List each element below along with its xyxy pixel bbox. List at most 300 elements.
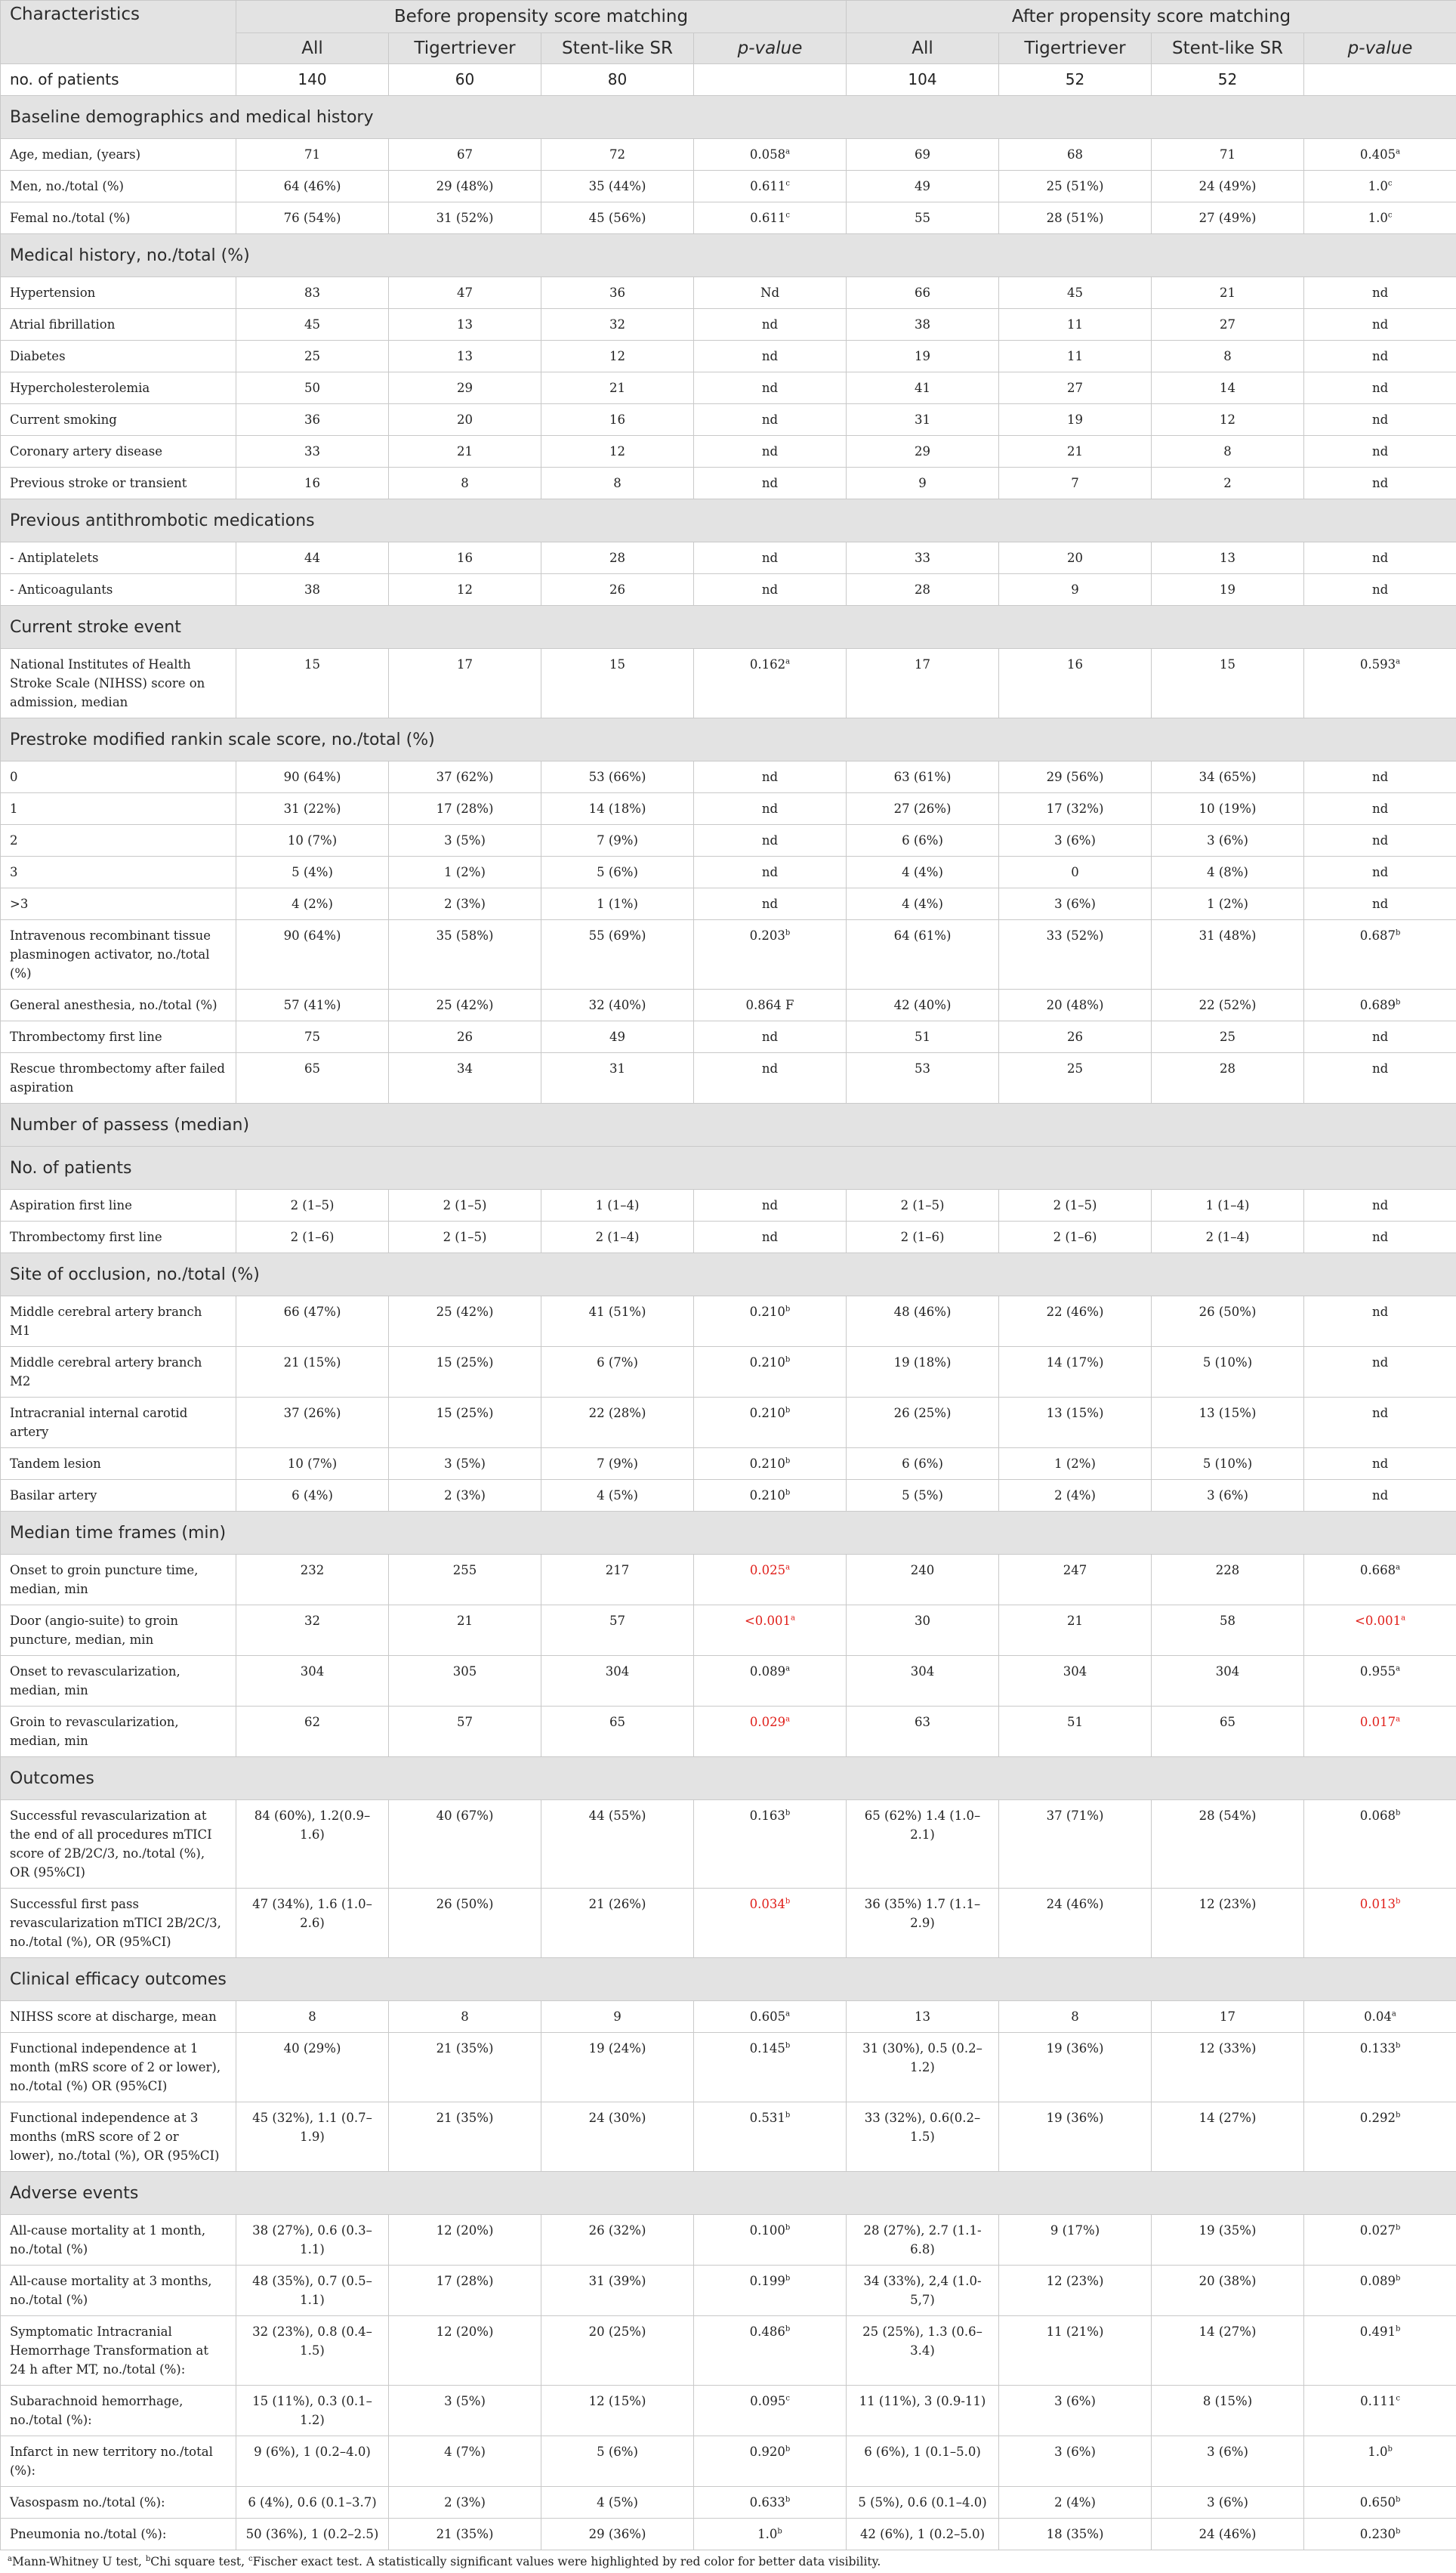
row-label: Rescue thrombectomy after failed aspiration xyxy=(1,1053,236,1104)
table-cell: 27 (49%) xyxy=(1152,202,1304,234)
table-cell: 13 xyxy=(389,309,541,341)
table-cell: 8 xyxy=(541,468,694,499)
table-cell: 31 (39%) xyxy=(541,2266,694,2316)
table-cell: 1 (1–4) xyxy=(1152,1190,1304,1222)
table-cell: 3 (6%) xyxy=(999,2436,1152,2487)
table-cell: 63 xyxy=(847,1707,999,1757)
section-title: Baseline demographics and medical history xyxy=(1,96,1456,139)
table-cell: 12 xyxy=(541,341,694,372)
table-cell: 12 (23%) xyxy=(999,2266,1152,2316)
table-cell: nd xyxy=(1304,372,1456,404)
table-row xyxy=(1,990,1456,1021)
table-cell: nd xyxy=(694,888,847,920)
table-row xyxy=(1,1053,1456,1104)
table-cell: nd xyxy=(694,1222,847,1253)
table-cell: 16 xyxy=(541,404,694,436)
table-cell: 1.0$^b$ xyxy=(1304,2436,1456,2487)
table-row xyxy=(1,2102,1456,2172)
table-cell: 304 xyxy=(541,1656,694,1707)
table-cell: 0.163$^b$ xyxy=(694,1800,847,1889)
table-cell: 12 (33%) xyxy=(1152,2033,1304,2102)
table-cell: 3 (6%) xyxy=(999,2386,1152,2436)
table-cell: 45 xyxy=(999,277,1152,309)
table-cell: nd xyxy=(1304,1021,1456,1053)
table-cell: 0.210$^b$ xyxy=(694,1296,847,1347)
table-cell: 17 xyxy=(847,649,999,718)
table-cell: 33 xyxy=(847,542,999,574)
table-cell: 16 xyxy=(999,649,1152,718)
row-label: All-cause mortality at 3 months, no./total (%) xyxy=(1,2266,236,2316)
table-cell: 13 (15%) xyxy=(999,1398,1152,1448)
table-cell: 2 (1–4) xyxy=(541,1222,694,1253)
table-cell: 15 (25%) xyxy=(389,1398,541,1448)
table-cell: nd xyxy=(694,574,847,606)
table-cell: 3 (5%) xyxy=(389,825,541,857)
table-cell: nd xyxy=(1304,542,1456,574)
row-label: 1 xyxy=(1,793,236,825)
table-cell: 17 xyxy=(1152,2001,1304,2033)
table-cell: 19 (36%) xyxy=(999,2033,1152,2102)
table-cell: 21 (35%) xyxy=(389,2033,541,2102)
table-cell: nd xyxy=(1304,857,1456,888)
table-cell: 18 (35%) xyxy=(999,2519,1152,2550)
table-cell: 2 (3%) xyxy=(389,2487,541,2519)
table-cell: 21 (26%) xyxy=(541,1889,694,1958)
table-cell: 35 (44%) xyxy=(541,171,694,202)
table-cell: 2 (1–5) xyxy=(389,1222,541,1253)
table-cell: 21 (35%) xyxy=(389,2102,541,2172)
section-row xyxy=(1,234,1456,277)
table-cell: 31 xyxy=(847,404,999,436)
table-cell: 10 (7%) xyxy=(236,825,389,857)
row-label: Thrombectomy first line xyxy=(1,1021,236,1053)
table-cell: 32 (40%) xyxy=(541,990,694,1021)
table-cell: 19 xyxy=(999,404,1152,436)
table-cell: 13 xyxy=(389,341,541,372)
section-title: Clinical efficacy outcomes xyxy=(1,1958,1456,2001)
table-cell: 4 (5%) xyxy=(541,1480,694,1512)
table-cell: 25 (42%) xyxy=(389,1296,541,1347)
table-cell: 7 (9%) xyxy=(541,825,694,857)
table-cell: 2 (4%) xyxy=(999,1480,1152,1512)
table-cell: 57 xyxy=(389,1707,541,1757)
table-cell: 36 (35%) 1.7 (1.1–2.9) xyxy=(847,1889,999,1958)
table-cell: 13 xyxy=(847,2001,999,2033)
table-cell: 1.0$^c$ xyxy=(1304,202,1456,234)
table-cell: 4 (4%) xyxy=(847,857,999,888)
table-cell: 16 xyxy=(236,468,389,499)
table-cell: 12 xyxy=(1152,404,1304,436)
table-cell: 9 (6%), 1 (0.2–4.0) xyxy=(236,2436,389,2487)
table-cell: 34 xyxy=(389,1053,541,1104)
table-cell: 5 (4%) xyxy=(236,857,389,888)
table-cell: nd xyxy=(1304,1448,1456,1480)
table-cell: 0.292$^b$ xyxy=(1304,2102,1456,2172)
table-cell: 5 (5%), 0.6 (0.1–4.0) xyxy=(847,2487,999,2519)
table-cell: 51 xyxy=(847,1021,999,1053)
table-cell: 4 (2%) xyxy=(236,888,389,920)
table-cell: 0.04$^a$ xyxy=(1304,2001,1456,2033)
table-row xyxy=(1,1448,1456,1480)
table-cell: Nd xyxy=(694,277,847,309)
table-cell: nd xyxy=(1304,309,1456,341)
table-cell: 25 (42%) xyxy=(389,990,541,1021)
table-cell: 0.593$^a$ xyxy=(1304,649,1456,718)
table-row xyxy=(1,2487,1456,2519)
table-cell: 9 xyxy=(541,2001,694,2033)
table-cell: 31 (52%) xyxy=(389,202,541,234)
table-row xyxy=(1,2215,1456,2266)
table-cell: 2 (1–5) xyxy=(389,1190,541,1222)
section-row xyxy=(1,1512,1456,1555)
table-row xyxy=(1,2436,1456,2487)
table-cell: nd xyxy=(1304,1222,1456,1253)
table-cell: 21 xyxy=(999,436,1152,468)
table-cell: 6 (6%) xyxy=(847,825,999,857)
row-label: - Antiplatelets xyxy=(1,542,236,574)
table-cell: 15 (25%) xyxy=(389,1347,541,1398)
table-cell: nd xyxy=(1304,1347,1456,1398)
table-row xyxy=(1,2316,1456,2386)
table-cell: 0.668$^a$ xyxy=(1304,1555,1456,1605)
table-cell: 31 (22%) xyxy=(236,793,389,825)
section-row xyxy=(1,1104,1456,1147)
table-cell: 10 (7%) xyxy=(236,1448,389,1480)
table-cell: 6 (4%), 0.6 (0.1–3.7) xyxy=(236,2487,389,2519)
table-cell: 33 xyxy=(236,436,389,468)
table-cell: 4 (8%) xyxy=(1152,857,1304,888)
row-label: 0 xyxy=(1,761,236,793)
table-cell: 14 (17%) xyxy=(999,1347,1152,1398)
table-cell: 3 (5%) xyxy=(389,2386,541,2436)
table-cell: 8 xyxy=(389,468,541,499)
table-cell: 0.605$^a$ xyxy=(694,2001,847,2033)
table-cell: 0.162$^a$ xyxy=(694,649,847,718)
table-cell: 60 xyxy=(389,64,541,96)
table-cell: 50 xyxy=(236,372,389,404)
table-cell: 21 xyxy=(389,436,541,468)
table-cell: 5 (10%) xyxy=(1152,1448,1304,1480)
table-cell: 12 xyxy=(389,574,541,606)
table-cell: 21 (35%) xyxy=(389,2519,541,2550)
table-cell: nd xyxy=(694,857,847,888)
table-cell: 45 xyxy=(236,309,389,341)
table-cell: 0.100$^b$ xyxy=(694,2215,847,2266)
table-cell: nd xyxy=(694,542,847,574)
table-cell: nd xyxy=(1304,1190,1456,1222)
table-row xyxy=(1,1605,1456,1656)
table-cell: 0.013$^b$ xyxy=(1304,1889,1456,1958)
table-cell: nd xyxy=(694,309,847,341)
table-cell: 66 xyxy=(847,277,999,309)
section-title: Median time frames (min) xyxy=(1,1512,1456,1555)
table-cell: 37 (26%) xyxy=(236,1398,389,1448)
table-cell: 19 (24%) xyxy=(541,2033,694,2102)
table-cell: 2 (1–6) xyxy=(847,1222,999,1253)
table-cell: 69 xyxy=(847,139,999,171)
table-cell: 44 xyxy=(236,542,389,574)
table-cell: 14 (27%) xyxy=(1152,2316,1304,2386)
table-cell: 0.025$^a$ xyxy=(694,1555,847,1605)
table-row xyxy=(1,857,1456,888)
table-cell: 1.0$^c$ xyxy=(1304,171,1456,202)
table-cell: 32 xyxy=(236,1605,389,1656)
header-col: p-value xyxy=(1304,33,1456,64)
table-cell: 304 xyxy=(1152,1656,1304,1707)
table-cell: nd xyxy=(694,468,847,499)
table-row xyxy=(1,888,1456,920)
table-cell: 26 (50%) xyxy=(389,1889,541,1958)
table-cell: 13 (15%) xyxy=(1152,1398,1304,1448)
table-row xyxy=(1,277,1456,309)
table-cell: 4 (7%) xyxy=(389,2436,541,2487)
table-cell: <0.001$^a$ xyxy=(694,1605,847,1656)
table-cell: 27 xyxy=(1152,309,1304,341)
header-after-psm: After propensity score matching xyxy=(847,1,1456,33)
table-cell: 0.027$^b$ xyxy=(1304,2215,1456,2266)
table-cell: 0.687$^b$ xyxy=(1304,920,1456,990)
table-cell: nd xyxy=(1304,761,1456,793)
header-col: All xyxy=(847,33,999,64)
table-cell: 1 (2%) xyxy=(1152,888,1304,920)
row-label: General anesthesia, no./total (%) xyxy=(1,990,236,1021)
table-cell: 55 (69%) xyxy=(541,920,694,990)
table-cell: 17 (28%) xyxy=(389,2266,541,2316)
table-cell: 50 (36%), 1 (0.2–2.5) xyxy=(236,2519,389,2550)
table-row xyxy=(1,1190,1456,1222)
section-title: Adverse events xyxy=(1,2172,1456,2215)
table-cell: 75 xyxy=(236,1021,389,1053)
table-cell: 4 (5%) xyxy=(541,2487,694,2519)
row-label: Middle cerebral artery branch M1 xyxy=(1,1296,236,1347)
row-label: Middle cerebral artery branch M2 xyxy=(1,1347,236,1398)
table-cell: 8 xyxy=(1152,341,1304,372)
table-cell: 62 xyxy=(236,1707,389,1757)
table-cell: 0.095$^c$ xyxy=(694,2386,847,2436)
table-cell: 8 xyxy=(236,2001,389,2033)
section-title: Outcomes xyxy=(1,1757,1456,1800)
table-cell: 0.210$^b$ xyxy=(694,1347,847,1398)
header-col: p-value xyxy=(694,33,847,64)
table-cell: 1 (1%) xyxy=(541,888,694,920)
table-row xyxy=(1,920,1456,990)
section-row xyxy=(1,606,1456,649)
table-cell: nd xyxy=(1304,793,1456,825)
row-label: Successful first pass revascularization mTICI 2B/2C/3, no./total (%), OR (95%CI) xyxy=(1,1889,236,1958)
table-cell: 55 xyxy=(847,202,999,234)
table-cell: 26 xyxy=(541,574,694,606)
table-cell: 0.034$^b$ xyxy=(694,1889,847,1958)
table-cell: 5 (6%) xyxy=(541,857,694,888)
table-cell: 21 xyxy=(541,372,694,404)
table-cell: 26 (32%) xyxy=(541,2215,694,2266)
table-row xyxy=(1,1800,1456,1889)
table-cell: 232 xyxy=(236,1555,389,1605)
row-label: Hypercholesterolemia xyxy=(1,372,236,404)
row-label: Functional independence at 1 month (mRS score of 2 or lower), no./total (%) OR (95%CI) xyxy=(1,2033,236,2102)
table-cell: 67 xyxy=(389,139,541,171)
table-cell: 38 xyxy=(847,309,999,341)
table-cell xyxy=(694,64,847,96)
table-cell: 38 (27%), 0.6 (0.3–1.1) xyxy=(236,2215,389,2266)
table-cell: 15 xyxy=(236,649,389,718)
table-cell: 34 (65%) xyxy=(1152,761,1304,793)
table-cell: 68 xyxy=(999,139,1152,171)
table-cell: 36 xyxy=(541,277,694,309)
table-cell: 16 xyxy=(389,542,541,574)
section-row xyxy=(1,718,1456,761)
table-cell: 40 (29%) xyxy=(236,2033,389,2102)
row-label: Tandem lesion xyxy=(1,1448,236,1480)
table-cell: 5 (5%) xyxy=(847,1480,999,1512)
table-cell: 8 xyxy=(999,2001,1152,2033)
table-cell: 0.955$^a$ xyxy=(1304,1656,1456,1707)
table-cell: 17 xyxy=(389,649,541,718)
table-cell: 7 xyxy=(999,468,1152,499)
table-cell: 28 xyxy=(541,542,694,574)
section-title: Previous antithrombotic medications xyxy=(1,499,1456,542)
table-cell: 27 xyxy=(999,372,1152,404)
table-cell: 26 (50%) xyxy=(1152,1296,1304,1347)
table-row xyxy=(1,2386,1456,2436)
table-cell: 140 xyxy=(236,64,389,96)
table-row xyxy=(1,1347,1456,1398)
table-cell: 8 xyxy=(389,2001,541,2033)
row-label: Onset to revascularization, median, min xyxy=(1,1656,236,1707)
table-cell: 0.531$^b$ xyxy=(694,2102,847,2172)
table-cell: 0.611$^c$ xyxy=(694,171,847,202)
table-cell: 6 (7%) xyxy=(541,1347,694,1398)
header-col: Tigertriever xyxy=(389,33,541,64)
table-cell: 2 (1–4) xyxy=(1152,1222,1304,1253)
table-cell: 47 (34%), 1.6 (1.0–2.6) xyxy=(236,1889,389,1958)
table-cell: 0.145$^b$ xyxy=(694,2033,847,2102)
table-cell: 19 (35%) xyxy=(1152,2215,1304,2266)
table-cell: 0.611$^c$ xyxy=(694,202,847,234)
table-row xyxy=(1,171,1456,202)
section-title: Current stroke event xyxy=(1,606,1456,649)
table-cell: 3 (5%) xyxy=(389,1448,541,1480)
table-cell: 304 xyxy=(999,1656,1152,1707)
table-row xyxy=(1,542,1456,574)
section-title: Site of occlusion, no./total (%) xyxy=(1,1253,1456,1296)
table-cell: 1.0$^b$ xyxy=(694,2519,847,2550)
row-label: Infarct in new territory no./total (%): xyxy=(1,2436,236,2487)
table-cell: nd xyxy=(694,404,847,436)
table-cell: 2 (3%) xyxy=(389,1480,541,1512)
table-cell: 76 (54%) xyxy=(236,202,389,234)
table-cell: 3 (6%) xyxy=(1152,2487,1304,2519)
table-cell: 26 xyxy=(999,1021,1152,1053)
table-cell: nd xyxy=(694,793,847,825)
row-label: All-cause mortality at 1 month, no./total (%) xyxy=(1,2215,236,2266)
table-cell: 11 xyxy=(999,309,1152,341)
table-cell: 6 (6%), 1 (0.1–5.0) xyxy=(847,2436,999,2487)
table-cell: nd xyxy=(694,1190,847,1222)
table-cell: 29 (48%) xyxy=(389,171,541,202)
row-label: Pneumonia no./total (%): xyxy=(1,2519,236,2550)
table-cell: 12 xyxy=(541,436,694,468)
table-cell: 48 (35%), 0.7 (0.5–1.1) xyxy=(236,2266,389,2316)
table-cell: 2 (1–6) xyxy=(236,1222,389,1253)
table-cell: 2 (4%) xyxy=(999,2487,1152,2519)
table-cell: 20 (48%) xyxy=(999,990,1152,1021)
table-cell: nd xyxy=(1304,341,1456,372)
row-label: Intracranial internal carotid artery xyxy=(1,1398,236,1448)
table-row xyxy=(1,372,1456,404)
row-label: >3 xyxy=(1,888,236,920)
table-cell: 83 xyxy=(236,277,389,309)
row-label: Door (angio-suite) to groin puncture, median, min xyxy=(1,1605,236,1656)
table-cell: 1 (1–4) xyxy=(541,1190,694,1222)
table-cell: 52 xyxy=(999,64,1152,96)
table-row xyxy=(1,1222,1456,1253)
table-cell: 49 xyxy=(541,1021,694,1053)
table-cell: nd xyxy=(1304,277,1456,309)
table-cell: 13 xyxy=(1152,542,1304,574)
table-cell: 0.029$^a$ xyxy=(694,1707,847,1757)
table-cell: 5 (10%) xyxy=(1152,1347,1304,1398)
table-cell: 19 xyxy=(847,341,999,372)
table-cell: 217 xyxy=(541,1555,694,1605)
row-label: Previous stroke or transient xyxy=(1,468,236,499)
table-cell xyxy=(1304,64,1456,96)
table-cell: 14 (18%) xyxy=(541,793,694,825)
table-cell: 28 (27%), 2.7 (1.1-6.8) xyxy=(847,2215,999,2266)
table-cell: 1 (2%) xyxy=(389,857,541,888)
table-cell: 0.111$^c$ xyxy=(1304,2386,1456,2436)
table-cell: 22 (28%) xyxy=(541,1398,694,1448)
table-cell: nd xyxy=(1304,468,1456,499)
table-cell: 32 (23%), 0.8 (0.4–1.5) xyxy=(236,2316,389,2386)
table-cell: 2 (1–5) xyxy=(999,1190,1152,1222)
table-cell: 53 (66%) xyxy=(541,761,694,793)
table-cell: 45 (32%), 1.1 (0.7–1.9) xyxy=(236,2102,389,2172)
table-cell: 0.689$^b$ xyxy=(1304,990,1456,1021)
row-label: 2 xyxy=(1,825,236,857)
section-title: No. of patients xyxy=(1,1147,1456,1190)
table-row xyxy=(1,2001,1456,2033)
table-cell: 28 (54%) xyxy=(1152,1800,1304,1889)
table-cell: 12 (15%) xyxy=(541,2386,694,2436)
header-row-groups xyxy=(1,1,1456,33)
table-cell: 12 (20%) xyxy=(389,2215,541,2266)
table-cell: 41 xyxy=(847,372,999,404)
table-cell: 25 xyxy=(1152,1021,1304,1053)
table-cell: 0.405$^a$ xyxy=(1304,139,1456,171)
table-cell: 10 (19%) xyxy=(1152,793,1304,825)
table-cell: 35 (58%) xyxy=(389,920,541,990)
table-cell: 19 (18%) xyxy=(847,1347,999,1398)
table-cell: 11 (21%) xyxy=(999,2316,1152,2386)
table-cell: 31 xyxy=(541,1053,694,1104)
table-row xyxy=(1,1021,1456,1053)
table-cell: 247 xyxy=(999,1555,1152,1605)
table-cell: 0.491$^b$ xyxy=(1304,2316,1456,2386)
table-cell: 90 (64%) xyxy=(236,920,389,990)
table-cell: 28 xyxy=(1152,1053,1304,1104)
table-cell: 66 (47%) xyxy=(236,1296,389,1347)
table-cell: nd xyxy=(694,436,847,468)
table-cell: 34 (33%), 2,4 (1.0-5,7) xyxy=(847,2266,999,2316)
table-cell: <0.001$^a$ xyxy=(1304,1605,1456,1656)
section-row xyxy=(1,1147,1456,1190)
table-cell: 64 (46%) xyxy=(236,171,389,202)
row-label: Diabetes xyxy=(1,341,236,372)
table-cell: 65 xyxy=(1152,1707,1304,1757)
table-cell: 3 (6%) xyxy=(1152,2436,1304,2487)
table-cell: 0.230$^b$ xyxy=(1304,2519,1456,2550)
